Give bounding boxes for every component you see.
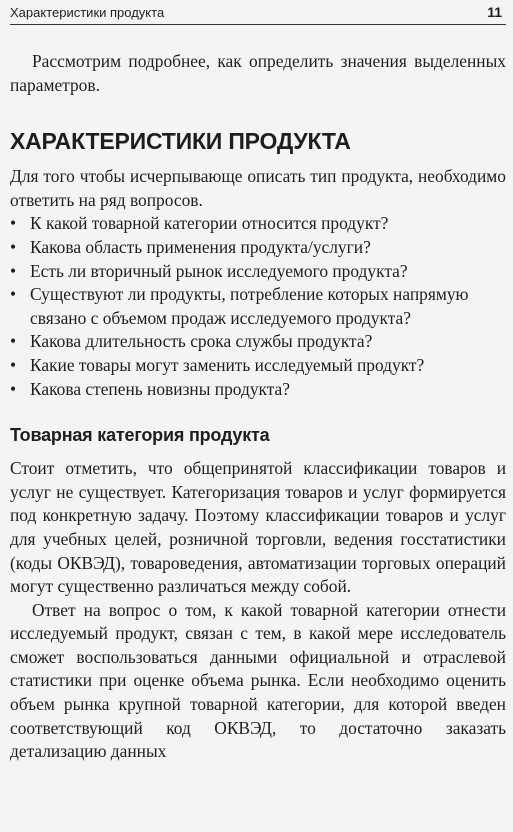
question-list: [10, 212, 506, 401]
intro-paragraph: Рассмотрим подробнее, как определить значения выделенных параметров.: [10, 51, 506, 95]
page-number: 11: [487, 4, 502, 20]
list-item: • Какова длительность срока службы продукта?: [10, 330, 506, 354]
list-item: • Существуют ли продукты, потребление которых напрямую связано с объемом продаж исследуемого продукта?: [10, 283, 506, 330]
running-title: Характеристики продукта: [10, 4, 165, 20]
body-paragraph: Ответ на вопрос о том, к какой товарной категории отнести исследуемый продукт, связан с тем, в какой мере исследователь сможет воспользоваться данными официальной и отраслевой статистики при оценке объема рынка. Если необходимо оценить объем рынка крупной товарной категории, для которой введен соответствующий код ОКВЭД, то достаточно заказать детализацию данных: [10, 599, 506, 762]
section-heading: ХАРАКТЕРИСТИКИ ПРОДУКТА: [10, 128, 351, 155]
body-paragraph: Стоит отметить, что общепринятой классификации товаров и услуг не существует. Категоризация товаров и услуг формируется под конкретную задачу. Поэтому классификации товаров и услуг для учебных целей, розничной торговли, ведения госстатистики (коды ОКВЭД), товароведения, автоматизации торговых операций могут существенно различаться между собой.: [10, 458, 506, 597]
page-body: [10, 50, 506, 764]
section-lead: Для того чтобы исчерпывающе описать тип продукта, необходимо ответить на ряд вопросов.: [10, 166, 506, 210]
list-item: • К какой товарной категории относится продукт?: [10, 212, 506, 236]
list-item: • Есть ли вторичный рынок исследуемого продукта?: [10, 260, 506, 284]
list-item: • Какие товары могут заменить исследуемый продукт?: [10, 354, 506, 378]
list-item: • Какова степень новизны продукта?: [10, 378, 506, 402]
running-header: [10, 0, 506, 25]
list-item: • Какова область применения продукта/услуги?: [10, 236, 506, 260]
subsection-heading: Товарная категория продукта: [10, 425, 270, 446]
